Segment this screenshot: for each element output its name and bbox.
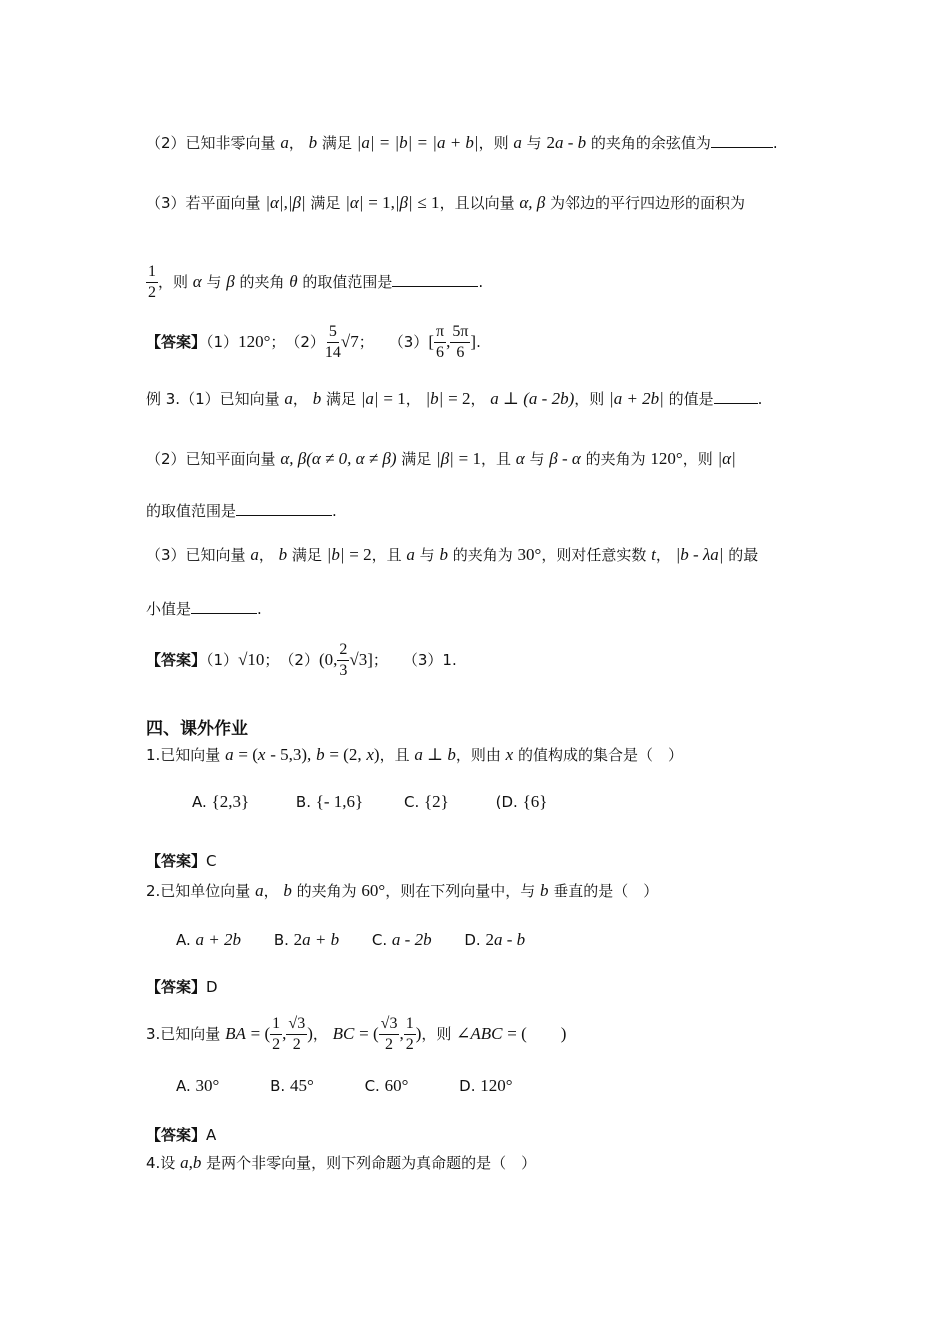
answer-hw-1: 【答案】C (146, 852, 217, 870)
hw-2-line: 2.已知单位向量 a， b 的夹角为 60°，则在下列向量中，与 b 垂直的是（ ） (146, 881, 659, 900)
hw-4-line: 4.设 a,b 是两个非零向量，则下列命题为真命题的是（ ） (146, 1153, 537, 1172)
hw-1-options: A. {2,3} B. {- 1,6} C. {2} (D. {6} (192, 792, 548, 811)
section-heading: 四、课外作业 (146, 719, 248, 739)
answer-hw-2: 【答案】D (146, 978, 218, 996)
hw-2-options: A. a + 2b B. 2a + b C. a - 2b D. 2a - b (176, 930, 526, 949)
problem-3-line-2: $\frac{1}{2}$ ，则 α 与 β 的夹角 θ 的取值范围是 . (148, 263, 484, 301)
answer-line-2: 【答案】（1）√10； （2）(0, $\frac{2}{3}$ √3]； （3）1. (146, 641, 457, 679)
example-3-2-line: （2）已知平面向量 α, β(α ≠ 0, α ≠ β) 满足 |β| = 1，且 α 与 β - α 的夹角为 120°，则 |α| (146, 449, 736, 468)
example-3-3-line-2: 小值是 . (146, 600, 262, 618)
answer-line-1: 【答案】（1）120°； （2） $\frac{5}{14}$ √7； （3）[ $\frac{\pi}{6}$ , $\frac{5\pi}{6}$ ]. (146, 323, 481, 361)
hw-1-line: 1.已知向量 a = (x - 5,3), b = (2, x)，且 a ⊥ b，则由 x 的值构成的集合是（ ） (146, 745, 683, 764)
answer-hw-3: 【答案】A (146, 1126, 217, 1144)
example-3-line: 例 3.（1）已知向量 a， b 满足 |a| = 1， |b| = 2， a ⊥ (a - 2b)，则 |a + 2b| 的值是 . (146, 389, 763, 408)
example-3-2-line-2: 的取值范围是 . (146, 502, 337, 520)
example-3-3-line: （3）已知向量 a， b 满足 |b| = 2，且 a 与 b 的夹角为 30°，则对任意实数 t， |b - λa| 的最 (146, 545, 759, 564)
problem-2-line: （2）已知非零向量 a， b 满足 |a| = |b| = |a + b|，则 a 与 2a - b 的夹角的余弦值为 . (146, 133, 778, 152)
hw-3-line: 3.已知向量 BA = ( $\frac{1}{2}$ , $\frac{√3}{2}$ )， BC = ( $\frac{√3}{2}$ , $\frac{1}{2}$ )，则 ∠ABC = ( ) (146, 1015, 567, 1053)
problem-3-line: （3）若平面向量 |α|,|β| 满足 |α| = 1,|β| ≤ 1，且以向量 α, β 为邻边的平行四边形的面积为 (146, 193, 746, 212)
hw-3-options: A. 30° B. 45° C. 60° D. 120° (176, 1076, 513, 1095)
